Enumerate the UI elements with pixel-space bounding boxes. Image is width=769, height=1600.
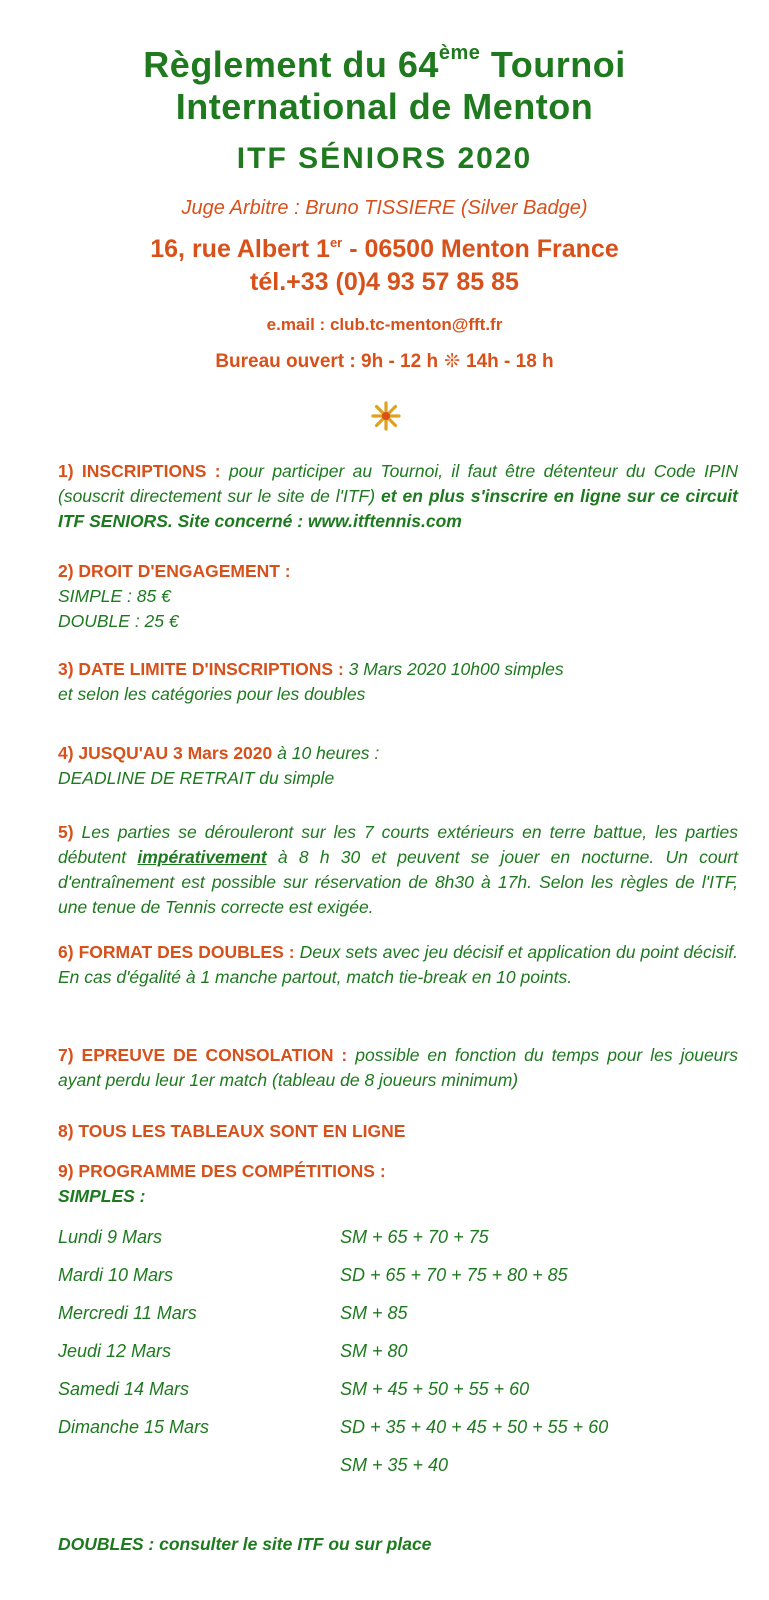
section-heading: 5) xyxy=(58,822,74,842)
schedule-row: Lundi 9 Mars SM + 65 + 70 + 75 xyxy=(58,1227,489,1247)
email-line: e.mail : club.tc-menton@fft.fr xyxy=(266,315,503,334)
schedule-row: Samedi 14 Mars SM + 45 + 50 + 55 + 60 xyxy=(58,1379,530,1399)
section-heading: 9) PROGRAMME DES COMPÉTITIONS : xyxy=(58,1161,386,1181)
schedule-row: SM + 35 + 40 xyxy=(340,1455,449,1475)
section-heading: 1) INSCRIPTIONS : xyxy=(58,461,221,481)
section-heading: 3) DATE LIMITE D'INSCRIPTIONS : xyxy=(58,659,344,679)
section-inscriptions: 1) INSCRIPTIONS : pour participer au Tournoi, il faut être détenteur du Code IPIN (souscrit directement sur le site de l'ITF) et en plus s'inscrire en ligne sur ce circuit ITF SENIORS. Site concerné : www.itftennis.com xyxy=(58,461,738,531)
asterisk-ornament-icon xyxy=(370,400,402,432)
address-line: 16, rue Albert 1er - 06500 Menton France xyxy=(150,235,619,263)
section-heading: 7) EPREUVE DE CONSOLATION : xyxy=(58,1045,348,1065)
schedule-row: Mardi 10 Mars SD + 65 + 70 + 75 + 80 + 85 xyxy=(58,1265,568,1285)
schedule-row: Jeudi 12 Mars SM + 80 xyxy=(58,1341,408,1361)
fee-double: DOUBLE : 25 € xyxy=(58,611,179,631)
section-heading: 2) DROIT D'ENGAGEMENT : xyxy=(58,561,291,581)
section-parties: 5) Les parties se dérouleront sur les 7 courts extérieurs en terre battue, les parties débutent impérativement à 8 h 30 et peuvent se jouer en nocturne. Un court d'entraînement est possible sur réservation de 8h30 à 17h. Selon les règles de l'ITF, une tenue de Tennis correcte est exigée. xyxy=(58,822,738,917)
emphasis-imperativement: impérativement xyxy=(137,847,267,867)
section-format-doubles: 6) FORMAT DES DOUBLES : Deux sets avec jeu décisif et application du point décisif. En cas d'égalité à 1 manche partout, match tie-break en 10 points. xyxy=(58,942,738,987)
title-line-3: ITF SÉNIORS 2020 xyxy=(236,142,533,175)
section-heading: 6) FORMAT DES DOUBLES : xyxy=(58,942,295,962)
section-droit-engagement xyxy=(58,559,738,634)
section-heading: 8) TOUS LES TABLEAUX SONT EN LIGNE xyxy=(58,1121,406,1141)
title-line-1: Règlement du 64ème Tournoi xyxy=(143,42,626,85)
asterisk-separator-icon: ❊ xyxy=(444,351,461,372)
section-consolation: 7) EPREUVE DE CONSOLATION : possible en fonction du temps pour les joueurs ayant perdu leur 1er match (tableau de 8 joueurs minimum) xyxy=(58,1045,738,1090)
fee-simple: SIMPLE : 85 € xyxy=(58,586,171,606)
section-programme xyxy=(58,1159,738,1209)
phone-line: tél.+33 (0)4 93 57 85 85 xyxy=(250,268,519,296)
title-line-2: International de Menton xyxy=(175,86,594,127)
doubles-note: DOUBLES : consulter le site ITF ou sur place xyxy=(58,1534,432,1554)
schedule-row: Dimanche 15 Mars SD + 35 + 40 + 45 + 50 + 55 + 60 xyxy=(58,1417,609,1437)
judge-line: Juge Arbitre : Bruno TISSIERE (Silver Badge) xyxy=(181,197,588,219)
section-date-limite: 3) DATE LIMITE D'INSCRIPTIONS : 3 Mars 2020 10h00 simples et selon les catégories pour les doubles xyxy=(58,659,564,704)
schedule-row: Mercredi 11 Mars SM + 85 xyxy=(58,1303,408,1323)
section-jusquau: 4) JUSQU'AU 3 Mars 2020 à 10 heures : DEADLINE DE RETRAIT du simple xyxy=(58,743,380,788)
section-tableaux xyxy=(58,1119,738,1144)
office-hours: Bureau ouvert : 9h - 12 h ❊ 14h - 18 h xyxy=(215,351,554,372)
simples-label: SIMPLES : xyxy=(58,1186,146,1206)
section-heading: 4) JUSQU'AU 3 Mars 2020 xyxy=(58,743,273,763)
